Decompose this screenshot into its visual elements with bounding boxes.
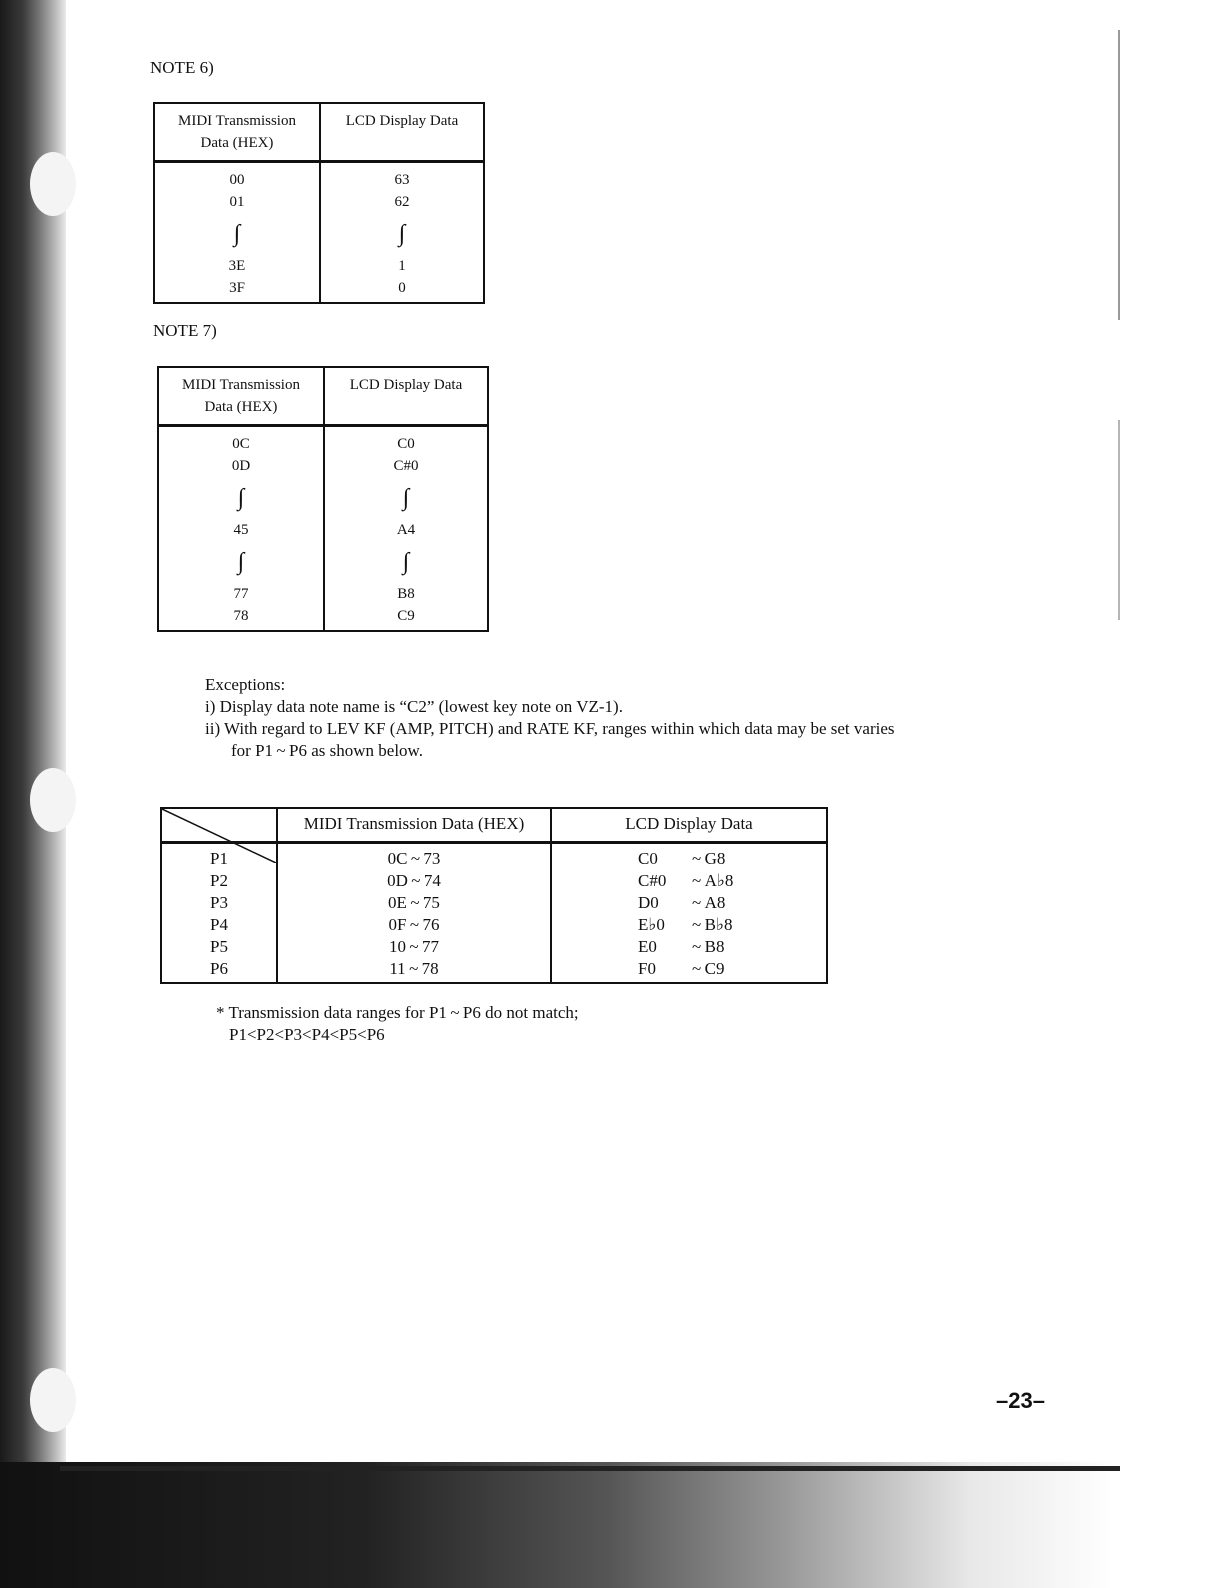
- lcd-from: C#0: [638, 871, 667, 890]
- note6-table: [153, 102, 485, 304]
- lcd-column: [324, 426, 488, 632]
- punch-hole: [30, 152, 76, 216]
- table-cell: C9: [397, 608, 415, 624]
- midi-range-cell: 0D ~ 74: [277, 870, 551, 892]
- table-cell: 1: [398, 258, 406, 274]
- footnote: [216, 1002, 579, 1046]
- param-cell: P1: [161, 843, 277, 871]
- range-table: [160, 807, 828, 984]
- header-midi: MIDI Transmission Data (HEX): [277, 808, 551, 843]
- table-cell: 63: [394, 172, 410, 188]
- param-cell: P4: [161, 914, 277, 936]
- lcd-range-cell: [551, 936, 827, 958]
- exception-item-2: ii) With regard to LEV KF (AMP, PITCH) and RATE KF, ranges within which data may be set varies: [205, 719, 895, 738]
- param-cell: P5: [161, 936, 277, 958]
- margin-rule: [1118, 30, 1120, 320]
- midi-range-cell: 10 ~ 77: [277, 936, 551, 958]
- lcd-range-cell: [551, 892, 827, 914]
- table-cell: 01: [229, 194, 245, 210]
- lcd-to: ~ A♭8: [692, 871, 734, 890]
- param-cell: P3: [161, 892, 277, 914]
- range-continuation-mark: ∫: [402, 485, 410, 511]
- page-edge-line: [60, 1466, 1120, 1471]
- table-cell: 00: [229, 172, 245, 188]
- range-continuation-mark: ∫: [237, 549, 245, 575]
- table-cell: 62: [394, 194, 410, 210]
- midi-range-cell: 11 ~ 78: [277, 958, 551, 983]
- lcd-from: D0: [638, 893, 659, 912]
- table-cell: 3E: [228, 258, 246, 274]
- header-lcd: LCD Display Data: [320, 103, 484, 162]
- table-cell: C0: [397, 436, 415, 452]
- lcd-range-cell: [551, 914, 827, 936]
- param-cell: P6: [161, 958, 277, 983]
- table-cell: A4: [396, 522, 416, 538]
- range-continuation-mark: ∫: [233, 221, 241, 247]
- table-cell: 3F: [229, 280, 245, 296]
- table-row: [161, 958, 827, 983]
- punch-hole: [30, 1368, 76, 1432]
- scan-shadow-bottom: [0, 1462, 1213, 1588]
- header-lcd: LCD Display Data: [551, 808, 827, 843]
- table-row: [161, 914, 827, 936]
- lcd-from: E♭0: [638, 915, 665, 934]
- header-midi: MIDI Transmission Data (HEX): [154, 103, 320, 162]
- exceptions-heading: Exceptions:: [205, 675, 286, 694]
- midi-range-cell: 0C ~ 73: [277, 843, 551, 871]
- table-cell: 0C: [232, 436, 250, 452]
- note7-table: [157, 366, 489, 632]
- binding-shadow: [0, 0, 66, 1470]
- midi-column: [158, 426, 324, 632]
- table-cell: 0D: [231, 458, 251, 474]
- lcd-to: ~ B8: [692, 937, 725, 956]
- lcd-range-cell: [551, 958, 827, 983]
- header-lcd: LCD Display Data: [324, 367, 488, 426]
- table-cell: 77: [233, 586, 249, 602]
- lcd-range-cell: [551, 870, 827, 892]
- param-cell: P2: [161, 870, 277, 892]
- range-continuation-mark: ∫: [398, 221, 406, 247]
- margin-rule: [1118, 420, 1120, 620]
- range-continuation-mark: ∫: [402, 549, 410, 575]
- lcd-to: ~ G8: [692, 849, 726, 868]
- lcd-from: F0: [638, 959, 656, 978]
- table-cell: C#0: [393, 458, 419, 474]
- footnote-line-2: P1<P2<P3<P4<P5<P6: [229, 1025, 385, 1044]
- lcd-range-cell: [551, 843, 827, 871]
- lcd-to: ~ A8: [692, 893, 726, 912]
- lcd-from: C0: [638, 849, 658, 868]
- table-row: [161, 936, 827, 958]
- table-row: [161, 870, 827, 892]
- header-midi: MIDI Transmission Data (HEX): [158, 367, 324, 426]
- footnote-line-1: * Transmission data ranges for P1 ~ P6 do not match;: [216, 1003, 579, 1022]
- diagonal-line: [162, 809, 276, 863]
- table-cell: 0: [398, 280, 406, 296]
- table-cell: 78: [233, 608, 249, 624]
- lcd-column: [320, 162, 484, 304]
- range-continuation-mark: ∫: [237, 485, 245, 511]
- note6-title: NOTE 6): [150, 58, 214, 77]
- midi-range-cell: 0E ~ 75: [277, 892, 551, 914]
- lcd-to: ~ B♭8: [692, 915, 733, 934]
- table-row: [161, 892, 827, 914]
- exceptions-block: [205, 674, 1105, 762]
- exception-item-1: i) Display data note name is “C2” (lowest key note on VZ-1).: [205, 697, 623, 716]
- note7-title: NOTE 7): [153, 321, 217, 340]
- table-cell: 45: [233, 522, 249, 538]
- page-number: –23–: [996, 1388, 1045, 1413]
- header-diagonal-cell: [161, 808, 277, 843]
- midi-range-cell: 0F ~ 76: [277, 914, 551, 936]
- table-cell: B8: [397, 586, 415, 602]
- lcd-to: ~ C9: [692, 959, 725, 978]
- punch-hole: [30, 768, 76, 832]
- midi-column: [154, 162, 320, 304]
- lcd-from: E0: [638, 937, 657, 956]
- exception-item-2-cont: for P1 ~ P6 as shown below.: [231, 741, 423, 760]
